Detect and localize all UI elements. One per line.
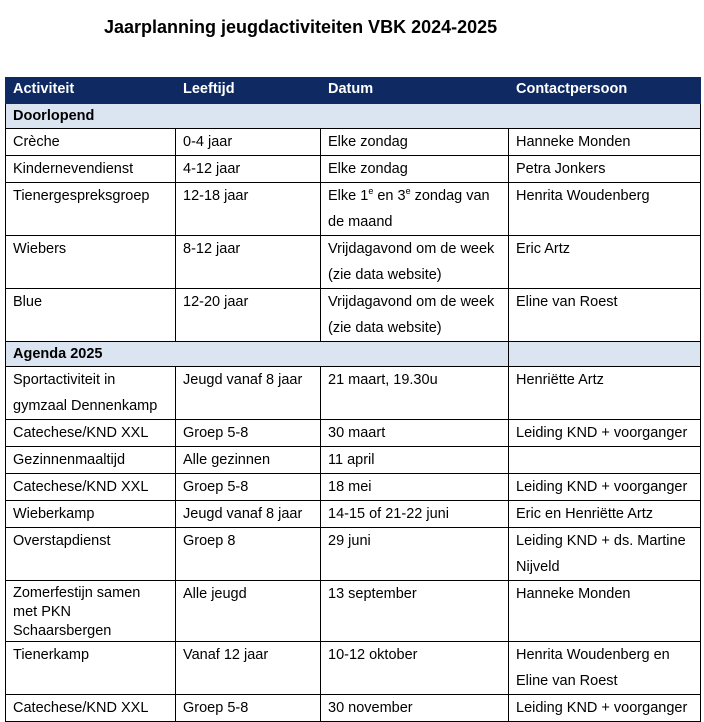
cell-datum: 14-15 of 21-22 juni (321, 501, 509, 528)
header-activiteit: Activiteit (6, 78, 176, 104)
cell-activiteit: Wieberkamp (6, 501, 176, 528)
cell-contact: Henriëtte Artz (509, 367, 701, 420)
cell-datum: 13 september (321, 581, 509, 642)
cell-leeftijd: Groep 5-8 (176, 474, 321, 501)
cell-datum: 21 maart, 19.30u (321, 367, 509, 420)
datum-part: Elke 1 (328, 188, 369, 204)
cell-datum: 10-12 oktober (321, 642, 509, 695)
cell-activiteit: Catechese/KND XXL (6, 474, 176, 501)
cell-contact: Henrita Woudenberg (509, 183, 701, 236)
cell-datum: Elke zondag (321, 129, 509, 156)
table-row (6, 474, 701, 501)
section-row-doorlopend (6, 104, 701, 129)
table-row (6, 129, 701, 156)
cell-datum: Vrijdagavond om de week (zie data website) (321, 236, 509, 289)
cell-activiteit: Zomerfestijn samen met PKN Schaarsbergen (6, 581, 176, 642)
cell-datum (321, 183, 509, 236)
cell-datum: 29 juni (321, 528, 509, 581)
cell-leeftijd: Groep 5-8 (176, 695, 321, 722)
table-row (6, 156, 701, 183)
table-header-row (6, 78, 701, 104)
cell-activiteit: Crèche (6, 129, 176, 156)
cell-contact: Hanneke Monden (509, 129, 701, 156)
cell-datum: 30 maart (321, 420, 509, 447)
cell-leeftijd: 8-12 jaar (176, 236, 321, 289)
superscript: e (368, 186, 374, 197)
cell-datum: Vrijdagavond om de week (zie data website) (321, 289, 509, 342)
table-row (6, 236, 701, 289)
cell-activiteit: Tienerkamp (6, 642, 176, 695)
cell-activiteit: Wiebers (6, 236, 176, 289)
table-row (6, 581, 701, 642)
header-datum: Datum (321, 78, 509, 104)
cell-activiteit: Gezinnenmaaltijd (6, 447, 176, 474)
table-row (6, 695, 701, 722)
cell-leeftijd: Groep 5-8 (176, 420, 321, 447)
table-row (6, 367, 701, 420)
cell-leeftijd: Vanaf 12 jaar (176, 642, 321, 695)
cell-leeftijd: Jeugd vanaf 8 jaar (176, 367, 321, 420)
cell-contact: Leiding KND + voorganger (509, 420, 701, 447)
cell-contact (509, 447, 701, 474)
cell-datum: 18 mei (321, 474, 509, 501)
cell-datum: 11 april (321, 447, 509, 474)
cell-contact: Leiding KND + ds. Martine Nijveld (509, 528, 701, 581)
cell-leeftijd: 0-4 jaar (176, 129, 321, 156)
planning-table (5, 77, 701, 722)
table-row (6, 420, 701, 447)
cell-datum: Elke zondag (321, 156, 509, 183)
table-row (6, 447, 701, 474)
cell-activiteit: Overstapdienst (6, 528, 176, 581)
cell-activiteit: Tienergespreksgroep (6, 183, 176, 236)
table-row (6, 528, 701, 581)
cell-activiteit: Sportactiviteit in gymzaal Dennenkamp (6, 367, 176, 420)
cell-contact: Eric en Henriëtte Artz (509, 501, 701, 528)
cell-activiteit: Catechese/KND XXL (6, 420, 176, 447)
cell-leeftijd: Alle gezinnen (176, 447, 321, 474)
section-label: Agenda 2025 (6, 342, 509, 367)
cell-leeftijd: 4-12 jaar (176, 156, 321, 183)
section-empty-cell (509, 342, 701, 367)
cell-contact: Eric Artz (509, 236, 701, 289)
cell-contact: Leiding KND + voorganger (509, 474, 701, 501)
cell-datum: 30 november (321, 695, 509, 722)
page-title: Jaarplanning jeugdactiviteiten VBK 2024-2025 (104, 17, 498, 37)
superscript: e (405, 186, 411, 197)
cell-leeftijd: 12-20 jaar (176, 289, 321, 342)
cell-leeftijd: Alle jeugd (176, 581, 321, 642)
datum-part: en 3 (373, 188, 406, 204)
header-contactpersoon: Contactpersoon (509, 78, 701, 104)
table-row (6, 289, 701, 342)
cell-activiteit: Catechese/KND XXL (6, 695, 176, 722)
cell-contact: Henrita Woudenberg en Eline van Roest (509, 642, 701, 695)
cell-activiteit: Blue (6, 289, 176, 342)
table-row (6, 183, 701, 236)
cell-contact: Eline van Roest (509, 289, 701, 342)
cell-leeftijd: 12-18 jaar (176, 183, 321, 236)
table-row (6, 501, 701, 528)
cell-activiteit: Kindernevendienst (6, 156, 176, 183)
cell-contact: Hanneke Monden (509, 581, 701, 642)
table-row (6, 642, 701, 695)
cell-contact: Petra Jonkers (509, 156, 701, 183)
section-row-agenda (6, 342, 701, 367)
cell-leeftijd: Groep 8 (176, 528, 321, 581)
header-leeftijd: Leeftijd (176, 78, 321, 104)
cell-contact: Leiding KND + voorganger (509, 695, 701, 722)
datum-part: zondag van de maand (328, 188, 490, 230)
section-label: Doorlopend (6, 104, 701, 129)
cell-leeftijd: Jeugd vanaf 8 jaar (176, 501, 321, 528)
